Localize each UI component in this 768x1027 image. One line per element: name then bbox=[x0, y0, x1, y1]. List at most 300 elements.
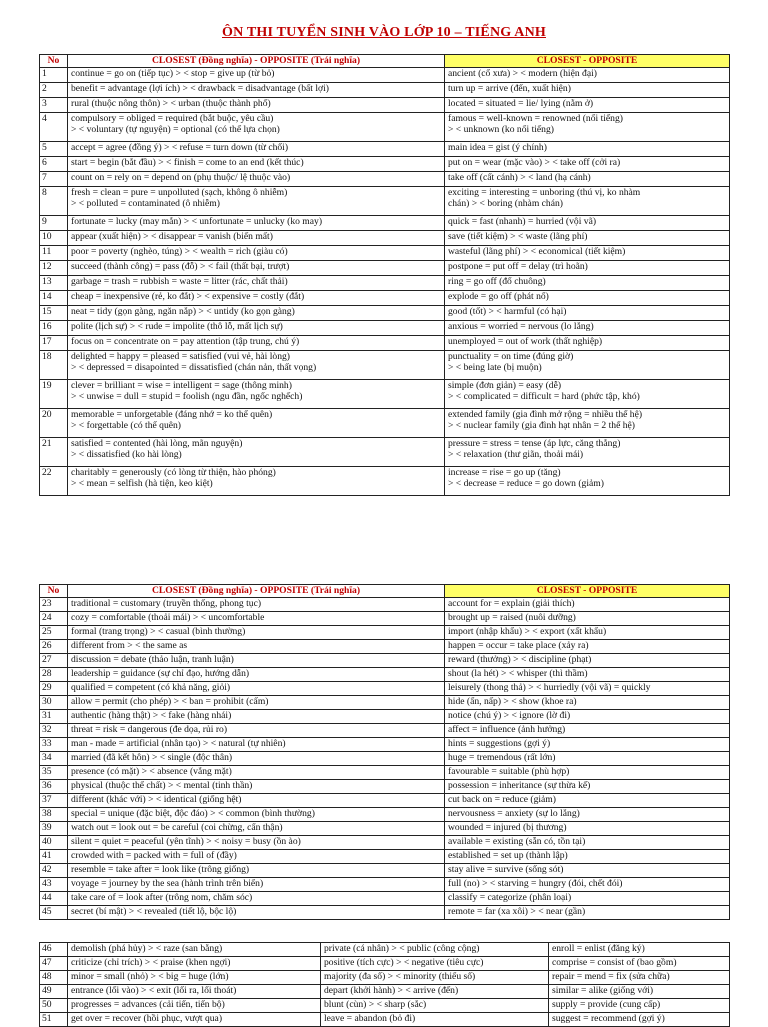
row-number: 7 bbox=[40, 172, 68, 187]
table-row bbox=[40, 668, 730, 682]
row-number: 4 bbox=[40, 113, 68, 142]
left-entry bbox=[68, 654, 445, 668]
row-number: 31 bbox=[40, 710, 68, 724]
left-entry bbox=[68, 68, 445, 83]
row-number: 22 bbox=[40, 467, 68, 496]
right-entry-line: ancient (cổ xưa) > < modern (hiện đại) bbox=[448, 68, 597, 79]
left-entry-line: qualified = competent (có khả năng, giỏi) bbox=[71, 682, 231, 693]
right-entry bbox=[445, 157, 730, 172]
right-entry bbox=[445, 113, 730, 142]
left-entry-line: special = unique (đặc biệt, độc đáo) > < common (bình thường) bbox=[71, 808, 315, 819]
table-row bbox=[40, 231, 730, 246]
row-number: 44 bbox=[40, 892, 68, 906]
left-entry bbox=[68, 438, 445, 467]
right-entry bbox=[445, 172, 730, 187]
left-entry bbox=[68, 836, 445, 850]
entry-col-1: demolish (phá hủy) > < raze (san bằng) bbox=[68, 943, 321, 957]
right-entry-line: save (tiết kiệm) > < waste (lãng phí) bbox=[448, 231, 588, 242]
left-entry bbox=[68, 216, 445, 231]
row-number: 35 bbox=[40, 766, 68, 780]
row-number: 34 bbox=[40, 752, 68, 766]
row-number: 43 bbox=[40, 878, 68, 892]
left-entry-line: garbage = trash = rubbish = waste = litter (rác, chất thải) bbox=[71, 276, 288, 287]
left-entry-line: succeed (thành công) = pass (đỗ) > < fail (thất bại, trượt) bbox=[71, 261, 290, 272]
left-entry-line: > < depressed = disapointed = dissatisfied (chán nản, thất vọng) bbox=[71, 362, 317, 373]
row-number: 36 bbox=[40, 780, 68, 794]
left-entry-line: > < dissatisfied (ko hài lòng) bbox=[71, 449, 182, 460]
entry-col-1: progresses = advances (cải tiến, tiến bộ) bbox=[68, 999, 321, 1013]
right-entry bbox=[445, 142, 730, 157]
left-entry bbox=[68, 276, 445, 291]
right-entry-line: huge = tremendous (rất lớn) bbox=[448, 752, 556, 763]
right-entry bbox=[445, 83, 730, 98]
right-entry-line: affect = influence (ảnh hưởng) bbox=[448, 724, 566, 735]
entry-col-3: comprise = consist of (bao gồm) bbox=[549, 957, 730, 971]
entry-col-2: majority (đa số) > < minority (thiểu số) bbox=[321, 971, 549, 985]
left-entry bbox=[68, 864, 445, 878]
row-number: 16 bbox=[40, 321, 68, 336]
right-entry-line: hints = suggestions (gợi ý) bbox=[448, 738, 551, 749]
right-entry-line: reward (thưởng) > < discipline (phạt) bbox=[448, 654, 592, 665]
left-entry-line: threat = risk = dangerous (đe dọa, rủi ro) bbox=[71, 724, 228, 735]
left-entry-line: polite (lịch sự) > < rude = impolite (thô lỗ, mất lịch sự) bbox=[71, 321, 283, 332]
table-row bbox=[40, 710, 730, 724]
left-entry-line: leadership = guidance (sự chỉ đạo, hướng dẫn) bbox=[71, 668, 250, 679]
left-entry bbox=[68, 351, 445, 380]
row-number: 24 bbox=[40, 612, 68, 626]
right-entry-line: located = situated = lie/ lying (nằm ở) bbox=[448, 98, 594, 109]
row-number: 3 bbox=[40, 98, 68, 113]
left-entry-line: start = begin (bắt đầu) > < finish = come to an end (kết thúc) bbox=[71, 157, 304, 168]
header-right: CLOSEST - OPPOSITE bbox=[445, 585, 730, 598]
left-entry bbox=[68, 246, 445, 261]
left-entry-line: neat = tidy (gọn gàng, ngăn nắp) > < untidy (ko gọn gàng) bbox=[71, 306, 295, 317]
right-entry bbox=[445, 836, 730, 850]
row-number: 33 bbox=[40, 738, 68, 752]
left-entry-line: delighted = happy = pleased = satisfied (vui vẻ, hài lòng) bbox=[71, 351, 290, 362]
table-row bbox=[40, 957, 730, 971]
table-row bbox=[40, 113, 730, 142]
left-entry-line: charitably = generously (có lòng từ thiện, hào phóng) bbox=[71, 467, 276, 478]
left-entry-line: satisfied = contented (hài lòng, mãn nguyện) bbox=[71, 438, 243, 449]
right-entry bbox=[445, 612, 730, 626]
left-entry-line: rural (thuộc nông thôn) > < urban (thuộc thành phố) bbox=[71, 98, 271, 109]
left-entry-line: authentic (hàng thật) > < fake (hàng nhái) bbox=[71, 710, 232, 721]
left-entry bbox=[68, 467, 445, 496]
right-entry-line: > < being late (bị muộn) bbox=[448, 362, 542, 373]
table-row bbox=[40, 380, 730, 409]
right-entry-line: extended family (gia đình mở rộng = nhiều thế hệ) bbox=[448, 409, 643, 420]
right-entry bbox=[445, 216, 730, 231]
entry-col-2: private (cá nhân) > < public (công cộng) bbox=[321, 943, 549, 957]
row-number: 27 bbox=[40, 654, 68, 668]
table-1-body bbox=[40, 68, 730, 496]
left-entry bbox=[68, 291, 445, 306]
right-entry-line: > < decrease = reduce = go down (giảm) bbox=[448, 478, 604, 489]
right-entry-line: possession = inheritance (sự thừa kế) bbox=[448, 780, 591, 791]
right-entry bbox=[445, 780, 730, 794]
row-number: 17 bbox=[40, 336, 68, 351]
row-number: 10 bbox=[40, 231, 68, 246]
right-entry-line: remote = far (xa xôi) > < near (gần) bbox=[448, 906, 586, 917]
right-entry bbox=[445, 808, 730, 822]
table-row bbox=[40, 612, 730, 626]
right-entry-line: notice (chú ý) > < ignore (lờ đi) bbox=[448, 710, 571, 721]
table-row bbox=[40, 738, 730, 752]
table-row bbox=[40, 822, 730, 836]
table-row bbox=[40, 906, 730, 920]
left-entry-line: > < voluntary (tự nguyện) = optional (có thể lựa chọn) bbox=[71, 124, 280, 135]
right-entry-line: wounded = injured (bị thương) bbox=[448, 822, 567, 833]
left-entry-line: > < mean = selfish (hà tiện, keo kiệt) bbox=[71, 478, 213, 489]
table-row bbox=[40, 724, 730, 738]
left-entry-line: take care of = look after (trông nom, chăm sóc) bbox=[71, 892, 253, 903]
row-number: 14 bbox=[40, 291, 68, 306]
table-row bbox=[40, 246, 730, 261]
right-entry-line: leisurely (thong thả) > < hurriedly (vội vã) = quickly bbox=[448, 682, 651, 693]
table-row bbox=[40, 142, 730, 157]
row-number: 20 bbox=[40, 409, 68, 438]
table-row bbox=[40, 943, 730, 957]
table-3-body bbox=[40, 943, 730, 1027]
right-entry-line: shout (la hét) > < whisper (thì thầm) bbox=[448, 668, 588, 679]
right-entry bbox=[445, 409, 730, 438]
right-entry-line: pressure = stress = tense (áp lực, căng thẳng) bbox=[448, 438, 621, 449]
right-entry bbox=[445, 336, 730, 351]
right-entry-line: account for = explain (giải thích) bbox=[448, 598, 575, 609]
vocab-table-3 bbox=[39, 942, 730, 1027]
table-row bbox=[40, 766, 730, 780]
row-number: 12 bbox=[40, 261, 68, 276]
table-row bbox=[40, 864, 730, 878]
right-entry bbox=[445, 306, 730, 321]
table-row bbox=[40, 654, 730, 668]
row-number: 28 bbox=[40, 668, 68, 682]
left-entry-line: voyage = journey by the sea (hành trình trên biển) bbox=[71, 878, 264, 889]
right-entry bbox=[445, 682, 730, 696]
left-entry-line: fortunate = lucky (may mắn) > < unfortunate = unlucky (ko may) bbox=[71, 216, 323, 227]
left-entry bbox=[68, 83, 445, 98]
right-entry-line: import (nhập khẩu) > < export (xất khẩu) bbox=[448, 626, 607, 637]
right-entry bbox=[445, 794, 730, 808]
table-row bbox=[40, 409, 730, 438]
row-number: 26 bbox=[40, 640, 68, 654]
left-entry bbox=[68, 752, 445, 766]
row-number: 29 bbox=[40, 682, 68, 696]
entry-col-3: suggest = recommend (gợi ý) bbox=[549, 1013, 730, 1027]
entry-col-1: criticize (chỉ trích) > < praise (khen ngợi) bbox=[68, 957, 321, 971]
left-entry-line: formal (trang trọng) > < casual (bình thường) bbox=[71, 626, 246, 637]
left-entry bbox=[68, 409, 445, 438]
left-entry-line: appear (xuất hiện) > < disappear = vanish (biến mất) bbox=[71, 231, 273, 242]
row-number: 21 bbox=[40, 438, 68, 467]
table-row bbox=[40, 261, 730, 276]
right-entry-line: classify = categorize (phân loại) bbox=[448, 892, 572, 903]
table-row bbox=[40, 682, 730, 696]
entry-col-2: blunt (cùn) > < sharp (sắc) bbox=[321, 999, 549, 1013]
table-row bbox=[40, 985, 730, 999]
row-number: 19 bbox=[40, 380, 68, 409]
right-entry-line: available = existing (sẵn có, tồn tại) bbox=[448, 836, 586, 847]
right-entry-line: wasteful (lãng phí) > < economical (tiết kiệm) bbox=[448, 246, 626, 257]
left-entry bbox=[68, 231, 445, 246]
right-entry bbox=[445, 438, 730, 467]
entry-col-1: minor = small (nhỏ) > < big = huge (lớn) bbox=[68, 971, 321, 985]
right-entry bbox=[445, 598, 730, 612]
right-entry-line: simple (đơn giản) = easy (dễ) bbox=[448, 380, 562, 391]
right-entry-line: brought up = raised (nuôi dưỡng) bbox=[448, 612, 576, 623]
right-entry bbox=[445, 892, 730, 906]
right-entry-line: > < complicated = difficult = hard (phức tập, khó) bbox=[448, 391, 640, 402]
right-entry bbox=[445, 246, 730, 261]
right-entry bbox=[445, 98, 730, 113]
left-entry-line: poor = poverty (nghèo, túng) > < wealth = rich (giàu có) bbox=[71, 246, 288, 257]
table-row bbox=[40, 971, 730, 985]
right-entry bbox=[445, 878, 730, 892]
right-entry bbox=[445, 850, 730, 864]
right-entry-line: famous = well-known = renowned (nổi tiếng) bbox=[448, 113, 623, 124]
left-entry bbox=[68, 612, 445, 626]
entry-col-2: positive (tích cực) > < negative (tiêu cực) bbox=[321, 957, 549, 971]
left-entry-line: > < unwise = dull = stupid = foolish (ngu đần, ngốc nghếch) bbox=[71, 391, 303, 402]
right-entry-line: stay alive = survive (sống sót) bbox=[448, 864, 564, 875]
page-title: ÔN THI TUYỂN SINH VÀO LỚP 10 – TIẾNG ANH bbox=[222, 25, 546, 40]
right-entry-line: hide (ẩn, nấp) > < show (khoe ra) bbox=[448, 696, 577, 707]
right-entry bbox=[445, 724, 730, 738]
entry-col-3: repair = mend = fix (sửa chữa) bbox=[549, 971, 730, 985]
left-entry bbox=[68, 794, 445, 808]
table-row bbox=[40, 336, 730, 351]
left-entry-line: > < forgettable (có thể quên) bbox=[71, 420, 182, 431]
left-entry bbox=[68, 724, 445, 738]
right-entry-line: exciting = interesting = unboring (thú vị, ko nhàm bbox=[448, 187, 641, 198]
row-number: 46 bbox=[40, 943, 68, 957]
right-entry-line: main idea = gist (ý chính) bbox=[448, 142, 547, 153]
left-entry-line: focus on = concentrate on = pay attention (tập trung, chú ý) bbox=[71, 336, 300, 347]
left-entry-line: secret (bí mật) > < revealed (tiết lộ, bộc lộ) bbox=[71, 906, 237, 917]
right-entry-line: explode = go off (phát nổ) bbox=[448, 291, 549, 302]
row-number: 8 bbox=[40, 187, 68, 216]
row-number: 38 bbox=[40, 808, 68, 822]
header-left: CLOSEST (Đồng nghĩa) - OPPOSITE (Trái nghĩa) bbox=[68, 55, 445, 68]
row-number: 9 bbox=[40, 216, 68, 231]
row-number: 41 bbox=[40, 850, 68, 864]
row-number: 30 bbox=[40, 696, 68, 710]
left-entry bbox=[68, 640, 445, 654]
left-entry bbox=[68, 172, 445, 187]
right-entry bbox=[445, 640, 730, 654]
right-entry-line: unemployed = out of work (thất nghiệp) bbox=[448, 336, 603, 347]
table-row bbox=[40, 850, 730, 864]
table-row bbox=[40, 808, 730, 822]
left-entry-line: fresh = clean = pure = unpolluted (sạch, không ô nhiễm) bbox=[71, 187, 288, 198]
row-number: 15 bbox=[40, 306, 68, 321]
table-row bbox=[40, 836, 730, 850]
right-entry-line: > < unknown (ko nổi tiếng) bbox=[448, 124, 554, 135]
vocab-table-2 bbox=[39, 584, 730, 920]
left-entry-line: different (khác với) > < identical (giống hệt) bbox=[71, 794, 242, 805]
right-entry bbox=[445, 231, 730, 246]
left-entry bbox=[68, 710, 445, 724]
right-entry bbox=[445, 668, 730, 682]
entry-col-1: get over = recover (hồi phục, vượt qua) bbox=[68, 1013, 321, 1027]
right-entry-line: quick = fast (nhanh) = hurried (vội vã) bbox=[448, 216, 597, 227]
left-entry bbox=[68, 696, 445, 710]
left-entry bbox=[68, 766, 445, 780]
left-entry bbox=[68, 626, 445, 640]
left-entry-line: cheap = inexpensive (rẻ, ko đắt) > < expensive = costly (đắt) bbox=[71, 291, 305, 302]
row-number: 50 bbox=[40, 999, 68, 1013]
left-entry bbox=[68, 808, 445, 822]
header-right: CLOSEST - OPPOSITE bbox=[445, 55, 730, 68]
row-number: 13 bbox=[40, 276, 68, 291]
left-entry-line: allow = permit (cho phép) > < ban = prohibit (cấm) bbox=[71, 696, 269, 707]
left-entry bbox=[68, 668, 445, 682]
right-entry-line: anxious = worried = nervous (lo lắng) bbox=[448, 321, 594, 332]
left-entry-line: cozy = comfortable (thoải mái) > < uncomfortable bbox=[71, 612, 265, 623]
right-entry bbox=[445, 766, 730, 780]
left-entry-line: benefit = advantage (lợi ích) > < drawback = disadvantage (bất lợi) bbox=[71, 83, 329, 94]
entry-col-1: entrance (lối vào) > < exit (lối ra, lối thoát) bbox=[68, 985, 321, 999]
row-number: 25 bbox=[40, 626, 68, 640]
right-entry-line: put on = wear (mặc vào) > < take off (cởi ra) bbox=[448, 157, 621, 168]
table-2-body bbox=[40, 598, 730, 920]
row-number: 42 bbox=[40, 864, 68, 878]
right-entry bbox=[445, 351, 730, 380]
right-entry bbox=[445, 654, 730, 668]
header-no: No bbox=[40, 585, 68, 598]
right-entry bbox=[445, 738, 730, 752]
left-entry-line: different from > < the same as bbox=[71, 640, 188, 651]
entry-col-3: supply = provide (cung cấp) bbox=[549, 999, 730, 1013]
right-entry bbox=[445, 380, 730, 409]
row-number: 37 bbox=[40, 794, 68, 808]
row-number: 47 bbox=[40, 957, 68, 971]
table-row bbox=[40, 892, 730, 906]
left-entry bbox=[68, 822, 445, 836]
right-entry bbox=[445, 822, 730, 836]
left-entry-line: count on = rely on = depend on (phụ thuộc/ lệ thuộc vào) bbox=[71, 172, 291, 183]
left-entry-line: physical (thuộc thể chất) > < mental (tinh thần) bbox=[71, 780, 253, 791]
row-number: 1 bbox=[40, 68, 68, 83]
right-entry bbox=[445, 68, 730, 83]
left-entry-line: memorable = unforgetable (đáng nhớ = ko thể quên) bbox=[71, 409, 273, 420]
left-entry-line: discussion = debate (thảo luận, tranh luận) bbox=[71, 654, 234, 665]
left-entry bbox=[68, 113, 445, 142]
left-entry bbox=[68, 738, 445, 752]
row-number: 32 bbox=[40, 724, 68, 738]
row-number: 40 bbox=[40, 836, 68, 850]
row-number: 39 bbox=[40, 822, 68, 836]
header-no: No bbox=[40, 55, 68, 68]
left-entry bbox=[68, 682, 445, 696]
table-row bbox=[40, 321, 730, 336]
header-left: CLOSEST (Đồng nghĩa) - OPPOSITE (Trái nghĩa) bbox=[68, 585, 445, 598]
left-entry bbox=[68, 906, 445, 920]
left-entry bbox=[68, 261, 445, 276]
right-entry bbox=[445, 187, 730, 216]
entry-col-2: depart (khởi hành) > < arrive (đến) bbox=[321, 985, 549, 999]
left-entry bbox=[68, 598, 445, 612]
entry-col-2: leave = abandon (bỏ đi) bbox=[321, 1013, 549, 1027]
table-row bbox=[40, 83, 730, 98]
left-entry-line: crowded with = packed with = full of (đầy) bbox=[71, 850, 237, 861]
left-entry bbox=[68, 98, 445, 113]
right-entry-line: increase = rise = go up (tăng) bbox=[448, 467, 561, 478]
left-entry-line: presence (có mặt) > < absence (vắng mặt) bbox=[71, 766, 232, 777]
left-entry bbox=[68, 321, 445, 336]
right-entry bbox=[445, 261, 730, 276]
table-row bbox=[40, 999, 730, 1013]
right-entry-line: punctuality = on time (đúng giờ) bbox=[448, 351, 574, 362]
right-entry-line: ring = go off (đổ chuông) bbox=[448, 276, 546, 287]
table-row bbox=[40, 306, 730, 321]
table-row bbox=[40, 640, 730, 654]
right-entry bbox=[445, 291, 730, 306]
left-entry bbox=[68, 157, 445, 172]
left-entry bbox=[68, 850, 445, 864]
table-row bbox=[40, 467, 730, 496]
left-entry bbox=[68, 878, 445, 892]
right-entry bbox=[445, 864, 730, 878]
right-entry-line: take off (cất cánh) > < land (hạ cánh) bbox=[448, 172, 591, 183]
right-entry-line: > < nuclear family (gia đình hạt nhân = 2 thế hệ) bbox=[448, 420, 635, 431]
table-row bbox=[40, 626, 730, 640]
right-entry bbox=[445, 321, 730, 336]
left-entry-line: continue = go on (tiếp tục) > < stop = give up (từ bỏ) bbox=[71, 68, 275, 79]
right-entry-line: established = set up (thành lập) bbox=[448, 850, 568, 861]
left-entry-line: married (đã kết hôn) > < single (độc thân) bbox=[71, 752, 233, 763]
row-number: 6 bbox=[40, 157, 68, 172]
left-entry-line: silent = quiet = peaceful (yên tĩnh) > < noisy = busy (ồn ào) bbox=[71, 836, 301, 847]
left-entry bbox=[68, 380, 445, 409]
row-number: 45 bbox=[40, 906, 68, 920]
left-entry-line: > < polluted = contaminated (ô nhiễm) bbox=[71, 198, 220, 209]
table-row bbox=[40, 157, 730, 172]
table-row bbox=[40, 187, 730, 216]
table-row bbox=[40, 68, 730, 83]
right-entry-line: turn up = arrive (đến, xuất hiện) bbox=[448, 83, 571, 94]
right-entry bbox=[445, 626, 730, 640]
left-entry bbox=[68, 187, 445, 216]
row-number: 5 bbox=[40, 142, 68, 157]
left-entry bbox=[68, 306, 445, 321]
table-row bbox=[40, 696, 730, 710]
right-entry-line: good (tốt) > < harmful (có hại) bbox=[448, 306, 567, 317]
table-row bbox=[40, 276, 730, 291]
table-row bbox=[40, 216, 730, 231]
row-number: 18 bbox=[40, 351, 68, 380]
row-number: 11 bbox=[40, 246, 68, 261]
right-entry bbox=[445, 752, 730, 766]
right-entry-line: full (no) > < starving = hungry (đói, chết đói) bbox=[448, 878, 623, 889]
row-number: 23 bbox=[40, 598, 68, 612]
table-row bbox=[40, 752, 730, 766]
table-row bbox=[40, 98, 730, 113]
left-entry bbox=[68, 336, 445, 351]
left-entry-line: clever = brilliant = wise = intelligent = sage (thông minh) bbox=[71, 380, 292, 391]
right-entry bbox=[445, 467, 730, 496]
table-row bbox=[40, 598, 730, 612]
table-row bbox=[40, 291, 730, 306]
left-entry-line: accept = agree (đồng ý) > < refuse = turn down (từ chối) bbox=[71, 142, 289, 153]
right-entry-line: favourable = suitable (phù hợp) bbox=[448, 766, 570, 777]
left-entry bbox=[68, 892, 445, 906]
right-entry bbox=[445, 710, 730, 724]
table-row bbox=[40, 172, 730, 187]
left-entry-line: traditional = customary (truyền thống, phong tục) bbox=[71, 598, 262, 609]
table-row bbox=[40, 794, 730, 808]
